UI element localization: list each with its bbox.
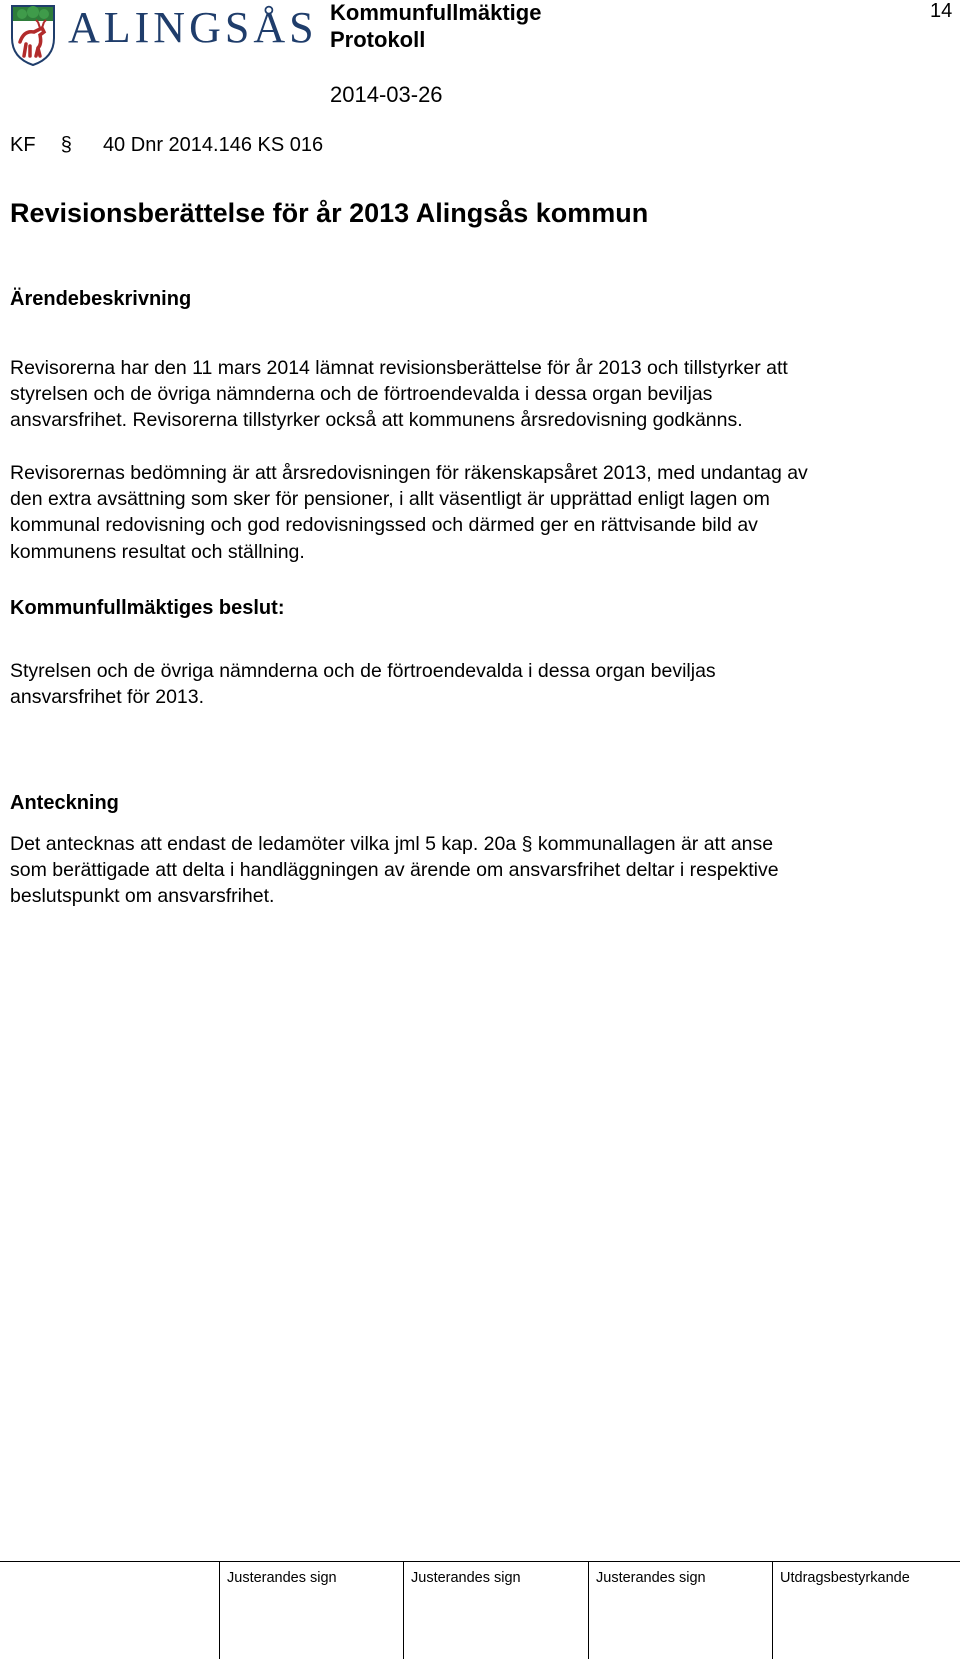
signature-label-1: Justerandes sign <box>227 1570 337 1586</box>
case-body: KF <box>10 134 36 156</box>
meeting-date: 2014-03-26 <box>330 82 443 107</box>
signature-cell-border <box>403 1561 404 1659</box>
note-paragraph <box>10 831 950 910</box>
signature-label-2: Justerandes sign <box>411 1570 521 1586</box>
text-line: den extra avsättning som sker för pensioner, i allt väsentligt är upprättad enligt lagen om <box>10 488 770 511</box>
text-line: kommunens resultat och ställning. <box>10 540 305 563</box>
description-paragraph-1 <box>10 355 950 434</box>
description-heading: Ärendebeskrivning <box>10 288 192 310</box>
description-paragraph-2 <box>10 460 950 565</box>
document-type: Protokoll <box>330 27 426 52</box>
decision-paragraph <box>10 658 950 710</box>
page-number: 14 <box>930 0 953 22</box>
text-line: Revisorernas bedömning är att årsredovisningen för räkenskapsåret 2013, med undantag av <box>10 462 808 484</box>
text-line: som berättigade att delta i handläggningen av ärende om ansvarsfrihet deltar i respektive <box>10 859 779 882</box>
case-dnr: Dnr 2014.146 KS 016 <box>130 134 324 156</box>
document-title: Revisionsberättelse för år 2013 Alingsås kommun <box>10 198 649 228</box>
coat-of-arms-icon <box>10 2 56 66</box>
text-line: Styrelsen och de övriga nämnderna och de förtroendevalda i dessa organ beviljas <box>10 660 716 682</box>
text-line: styrelsen och de övriga nämnderna och de förtroendevalda i dessa organ beviljas <box>10 383 713 406</box>
signature-cell-border <box>588 1561 589 1659</box>
signature-cell-border <box>219 1561 220 1659</box>
text-line: kommunal redovisning och god redovisningssed och därmed ger en rättvisande bild av <box>10 514 758 537</box>
document-body-name: Kommunfullmäktige <box>330 0 542 25</box>
logo-wordmark: ALINGSÅS <box>68 3 318 52</box>
text-line: Det antecknas att endast de ledamöter vilka jml 5 kap. 20a § kommunallagen är att anse <box>10 833 774 855</box>
signature-cell-border <box>772 1561 773 1659</box>
extract-certification-label: Utdragsbestyrkande <box>780 1570 910 1586</box>
text-line: beslutspunkt om ansvarsfrihet. <box>10 885 275 908</box>
case-reference <box>10 134 323 157</box>
municipality-logo <box>10 2 318 68</box>
signature-label-3: Justerandes sign <box>596 1570 706 1586</box>
footer-divider <box>0 1561 960 1562</box>
text-line: Revisorerna har den 11 mars 2014 lämnat revisionsberättelse för år 2013 och tillstyrker att <box>10 357 788 379</box>
paragraph-number: 40 <box>102 134 126 156</box>
note-heading: Anteckning <box>10 792 119 814</box>
text-line: ansvarsfrihet för 2013. <box>10 686 205 709</box>
text-line: ansvarsfrihet. Revisorerna tillstyrker också att kommunens årsredovisning godkänns. <box>10 409 743 432</box>
paragraph-sign: § <box>60 134 72 156</box>
decision-heading: Kommunfullmäktiges beslut: <box>10 597 285 619</box>
